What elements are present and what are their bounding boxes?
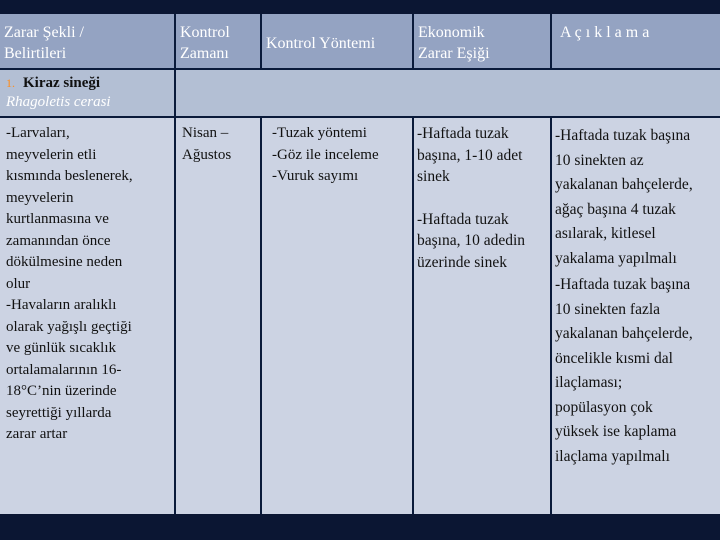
damage-line: zamanından önce [6,232,111,249]
threshold-line: -Haftada tuzak [417,125,509,142]
explanation-line: ilaçlama yapılmalı [555,447,670,465]
method-line: -Tuzak yöntemi [272,125,367,141]
explanation-line: asılarak, kitlesel [555,225,656,242]
explanation-line: -Haftada tuzak başına [555,276,691,293]
damage-line: -Larvaları, [6,125,70,141]
header-time [176,14,260,68]
explanation-line: yakalanan bahçelerde, [555,176,693,193]
threshold-line: başına, 1-10 adet [417,146,523,164]
threshold-spacer [417,188,548,209]
header-threshold [414,14,550,68]
section-name: Kiraz sineği [23,75,101,91]
threshold-line: sinek [417,168,450,185]
damage-line: ortalamalarının 16- [6,361,122,378]
damage-cell [0,118,174,514]
section-number: 1. [6,76,15,90]
damage-line: seyrettiği yıllarda [6,404,112,421]
explanation-line: 10 sinekten fazla [555,300,661,318]
header-method-label: Kontrol Yöntemi [266,35,376,52]
explanation-line: ilaçlaması; [555,374,623,391]
explanation-line: öncelikle kısmi dal [555,349,673,367]
section-empty-cell [176,70,720,116]
damage-line: olarak yağışlı geçtiği [6,318,132,335]
explanation-line: yakalama yapılmalı [555,249,677,267]
header-explanation [552,14,720,68]
method-line: -Göz ile inceleme [272,146,379,163]
explanation-cell [552,118,720,514]
time-line: Ağustos [182,146,232,163]
explanation-line: 10 sinekten az [555,151,644,169]
bottom-band [0,514,720,540]
damage-line: meyvelerin [6,189,74,206]
header-damage-line-2: Belirtileri [4,45,67,62]
explanation-line: -Haftada tuzak başına [555,127,691,144]
damage-line: ve günlük sıcaklık [6,340,116,356]
explanation-line: yüksek ise kaplama [555,423,677,440]
damage-line: kurtlanmasına ve [6,211,109,227]
top-band [0,0,720,14]
damage-line: olur [6,275,31,292]
header-threshold-line-1: Ekonomik [418,24,485,41]
header-time-line-2: Zamanı [180,45,229,62]
header-method [262,14,412,68]
method-line: -Vuruk sayımı [272,168,359,184]
explanation-line: ağaç başına 4 tuzak [555,200,676,218]
section-title-cell [0,70,174,116]
threshold-line: -Haftada tuzak [417,210,509,228]
damage-line: zarar artar [6,426,68,442]
time-cell [176,118,260,514]
damage-line: -Havaların aralıklı [6,297,117,313]
threshold-line: üzerinde sinek [417,253,507,271]
section-latin-name: Rhagoletis cerasi [6,94,111,110]
explanation-line: popülasyon çok [555,398,653,416]
explanation-line: yakalanan bahçelerde, [555,325,693,342]
header-damage [0,14,174,68]
damage-line: dökülmesine neden [6,254,123,270]
header-time-line-1: Kontrol [180,24,230,41]
damage-line: meyvelerin etli [6,146,97,163]
threshold-line: başına, 10 adedin [417,232,526,249]
method-cell [262,118,412,514]
threshold-cell [414,118,550,514]
section-title [6,74,168,93]
header-explanation-label: A ç ı k l a m a [560,24,650,41]
damage-line: 18°C’nin üzerinde [6,383,117,399]
header-threshold-line-2: Zarar Eşiği [418,45,490,62]
header-damage-line-1: Zarar Şekli / [4,24,84,41]
damage-line: kısmında beslenerek, [6,168,133,184]
time-line: Nisan – [182,125,229,141]
